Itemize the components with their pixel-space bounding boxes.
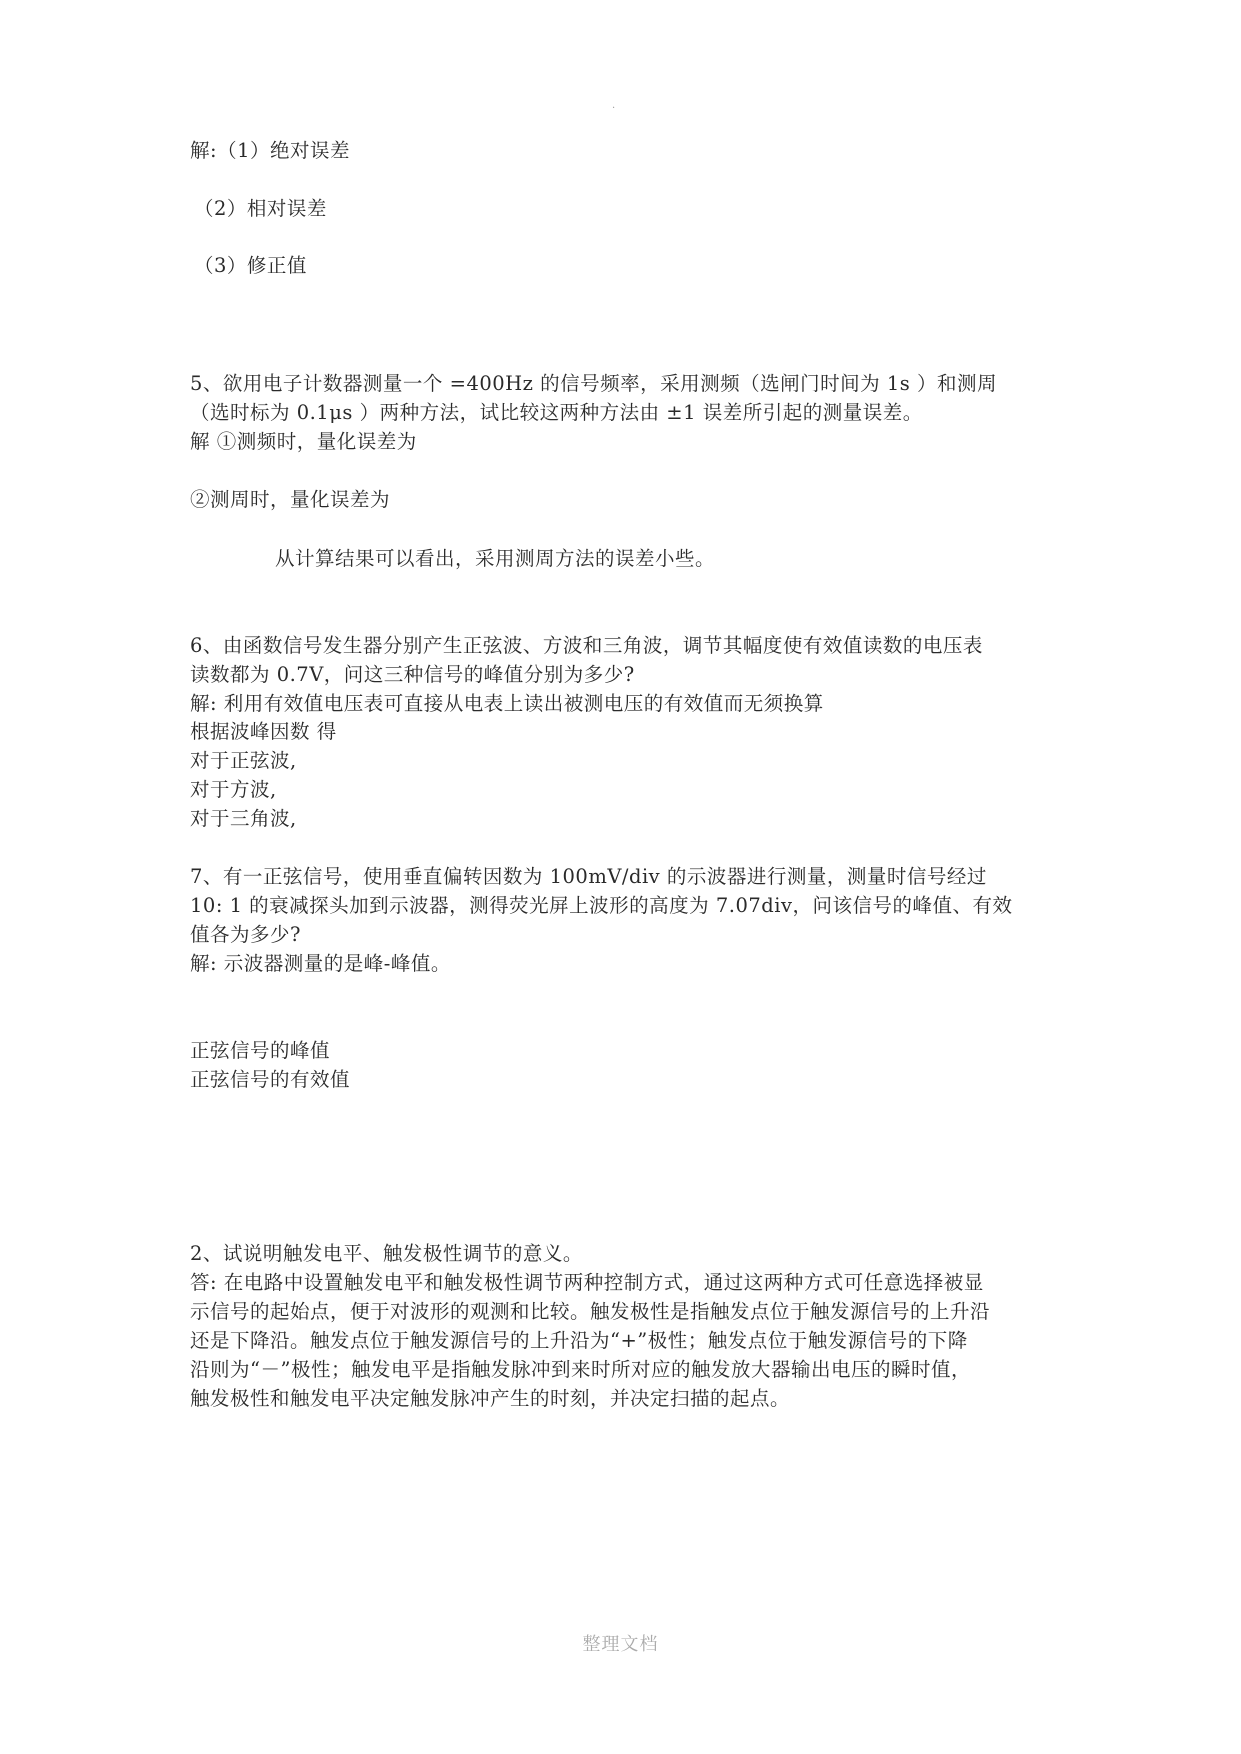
- q7-question-line-3: 值各为多少?: [190, 923, 301, 946]
- q6-answer-square: 对于方波,: [190, 778, 277, 801]
- q6-question-line-2: 读数都为 0.7V，问这三种信号的峰值分别为多少?: [190, 663, 635, 686]
- q6-question-line-1: 6、由函数信号发生器分别产生正弦波、方波和三角波，调节其幅度使有效值读数的电压表: [190, 634, 983, 657]
- footer-watermark: 整理文档: [582, 1634, 659, 1655]
- q4-answer-line-1: 解:（1）绝对误差: [190, 139, 350, 162]
- q5-answer-line-2: ②测周时，量化误差为: [190, 488, 391, 511]
- q6-answer-line-1: 解: 利用有效值电压表可直接从电表上读出被测电压的有效值而无须换算: [190, 692, 824, 715]
- q2-answer-line-3: 还是下降沿。触发点位于触发源信号的上升沿为“+”极性；触发点位于触发源信号的下降: [190, 1329, 968, 1352]
- q4-answer-line-2: （2）相对误差: [194, 197, 327, 220]
- q7-question-line-1: 7、有一正弦信号，使用垂直偏转因数为 100mV/div 的示波器进行测量，测量时信号经过: [190, 865, 987, 888]
- q5-answer-line-1: 解 ①测频时，量化误差为: [190, 430, 417, 453]
- q2-question: 2、试说明触发电平、触发极性调节的意义。: [190, 1242, 583, 1265]
- q2-answer-line-2: 示信号的起始点，便于对波形的观测和比较。触发极性是指触发点位于触发源信号的上升沿: [190, 1300, 991, 1323]
- q5-question-line-2: （选时标为 0.1μs ）两种方法，试比较这两种方法由 ±1 误差所引起的测量误差。: [190, 401, 923, 424]
- q4-answer-line-3: （3）修正值: [194, 254, 307, 277]
- q6-answer-line-2: 根据波峰因数 得: [190, 720, 337, 743]
- q7-answer-line-1: 解: 示波器测量的是峰-峰值。: [190, 952, 451, 975]
- q2-answer-line-1: 答: 在电路中设置触发电平和触发极性调节两种控制方式，通过这两种方式可任意选择被显: [190, 1271, 984, 1294]
- q5-question-line-1: 5、欲用电子计数器测量一个 =400Hz 的信号频率，采用测频（选闸门时间为 1s ）和测周: [190, 372, 997, 395]
- q2-answer-line-5: 触发极性和触发电平决定触发脉冲产生的时刻，并决定扫描的起点。: [190, 1387, 791, 1410]
- q6-answer-sine: 对于正弦波,: [190, 749, 297, 772]
- q7-answer-rms: 正弦信号的有效值: [190, 1068, 351, 1091]
- header-mark: .: [612, 100, 616, 111]
- q6-answer-triangle: 对于三角波,: [190, 807, 297, 830]
- q5-conclusion: 从计算结果可以看出，采用测周方法的误差小些。: [275, 547, 716, 570]
- q2-answer-line-4: 沿则为“－”极性；触发电平是指触发脉冲到来时所对应的触发放大器输出电压的瞬时值，: [190, 1358, 971, 1381]
- q7-answer-peak: 正弦信号的峰值: [190, 1039, 331, 1062]
- q7-question-line-2: 10: 1 的衰减探头加到示波器，测得荧光屏上波形的高度为 7.07div，问该信号的峰值、有效: [190, 894, 1013, 917]
